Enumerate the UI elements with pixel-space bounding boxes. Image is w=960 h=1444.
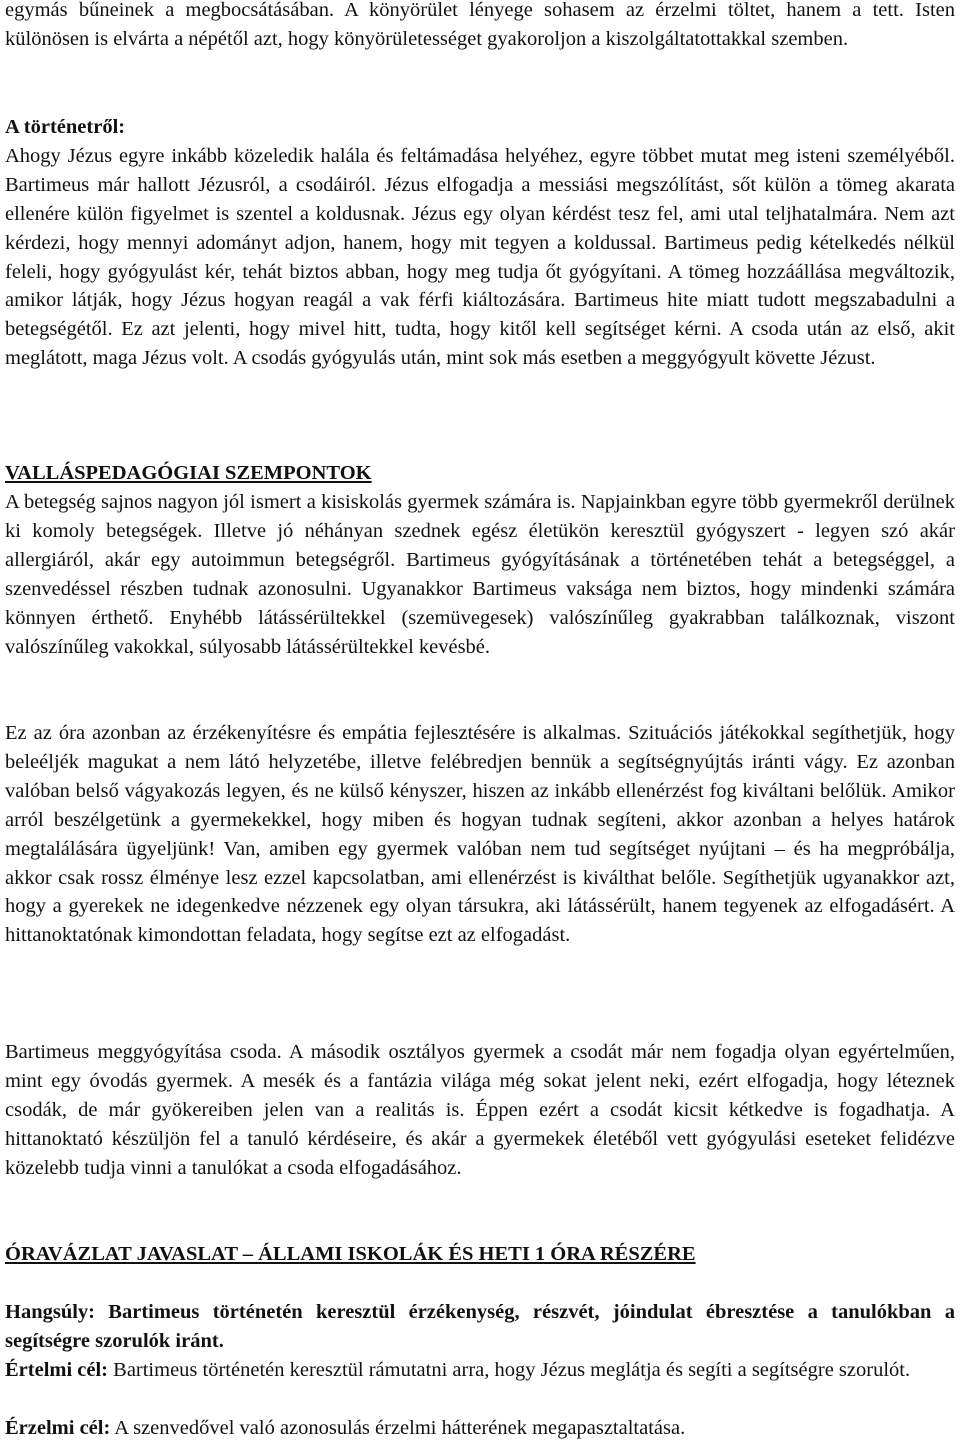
heading-religious-pedagogy: VALLÁSPEDAGÓGIAI SZEMPONTOK <box>5 462 372 484</box>
paragraph-pedagogy-3: Bartimeus meggyógyítása csoda. A második osztályos gyermek a csodát már nem fogadja olyan egyértelműen, mint egy óvodás gyermek. A mesék és a fantázia világa még sokat jelent neki, ezért elfogadja, hogy léteznek csodák, de már gyökereiben jelen van a realitás is. Éppen ezért a csodát kicsit kétkedve is fogadhatja. A hittanoktató készüljön fel a tanuló kérdéseire, és akár a gyermekek életéből vett gyógyulási eseteket felidézve közelebb tudja vinni a tanulókat a csoda elfogadásához. <box>5 1041 955 1179</box>
section-about-story <box>5 113 955 373</box>
label-cognitive-goal: Értelmi cél: <box>5 1359 109 1381</box>
heading-lesson-plan: ÓRAVÁZLAT JAVASLAT – ÁLLAMI ISKOLÁK ÉS HETI 1 ÓRA RÉSZÉRE <box>5 1243 696 1265</box>
label-emotional-goal: Érzelmi cél: <box>5 1417 111 1439</box>
text-emotional-goal: A szenvedővel való azonosulás érzelmi hátterének megapasztaltatása. <box>110 1417 686 1439</box>
paragraph-pedagogy-2: Ez az óra azonban az érzékenyítésre és empátia fejlesztésére is alkalmas. Szituációs játékokkal segíthetjük, hogy beleéljék magukat a nem látó helyzetébe, illetve felébredjen bennük a segítségnyújtás iránti vágy. Ez azonban valóban belső vágyakozás legyen, és ne külső kényszer, hiszen az inkább ellenérzést fog kiváltani belőlük. Amikor arról beszélgetünk a gyermekekkel, hogy miben és hogyan tudnak segíteni, akkor azonban a helyes határok megtalálására ügyeljünk! Van, amiben egy gyermek valóban nem tud segítséget nyújtani – és ha megpróbálja, akkor csak rossz élménye lesz ezzel kapcsolatban, ami ellenérzést is kiválthat belőle. Segíthetjük ugyanakkor azt, hogy a gyerekek ne idegenkedve nézzenek egy olyan társukra, aki látássérült, hanem tegyenek az elfogadásért. A hittanoktatónak kimondottan feladata, hogy segítse ezt az elfogadást. <box>5 722 955 947</box>
text-cognitive-goal: Bartimeus történetén keresztül rámutatni arra, hogy Jézus meglátja és segíti a segítségre szorulót. <box>108 1359 911 1381</box>
paragraph-emotional-goal <box>5 1414 955 1443</box>
paragraph-intro: egymás bűneinek a megbocsátásában. A könyörület lényege sohasem az érzelmi töltet, hanem a tett. Isten különösen is elvárta a népétől azt, hogy könyörületességet gyakoroljon a kiszolgáltatottakkal szemben. <box>5 0 955 50</box>
paragraph-emphasis: Hangsúly: Bartimeus történetén keresztül érzékenység, részvét, jóindulat ébresztése a tanulókban a segítségre szorulók iránt. <box>5 1301 955 1352</box>
paragraph-cognitive-goal <box>5 1356 955 1385</box>
paragraph-pedagogy-1: A betegség sajnos nagyon jól ismert a kisiskolás gyermek számára is. Napjainkban egyre több gyermekről derülnek ki komoly betegségek. Illetve jó néhányan szednek egész életükön keresztül gyógyszert - legyen szó akár allergiáról, akár egy autoimmun betegségről. Bartimeus gyógyításának a történetében tehát a betegséggel, a szenvedéssel részben tudnak azonosulni. Ugyanakkor Bartimeus vaksága nem biztos, hogy mindenki számára könnyen érthető. Enyhébb látássérültekkel (szemüvegesek) valószínűleg gyakrabban találkoznak, viszont valószínűleg vakokkal, súlyosabb látássérültekkel kevésbé. <box>5 491 955 658</box>
paragraph-about-story: Ahogy Jézus egyre inkább közeledik halála és feltámadása helyéhez, egyre többet mutat meg isteni személyéből. Bartimeus már hallott Jézusról, a csodáiról. Jézus elfogadja a messiási megszólítást, sőt külön a tömeg akarata ellenére külön figyelmet is szentel a koldusnak. Jézus egy olyan kérdést tesz fel, ami utal teljhatalmára. Nem azt kérdezi, hogy mennyi adományt adjon, hanem, hogy mit tegyen a koldussal. Bartimeus pedig kételkedés nélkül feleli, hogy gyógyulást kér, tehát biztos abban, hogy meg tudja őt gyógyítani. A tömeg hozzáállása megváltozik, amikor látják, hogy Jézus hogyan reagál a vak férfi kiáltozására. Bartimeus hite miatt tudott megszabadulni a betegségétől. Ez azt jelenti, hogy mivel hitt, tudta, hogy kitől kell segítséget kérni. A csoda után az első, akit meglátott, maga Jézus volt. A csodás gyógyulás után, mint sok más esetben a meggyógyult követte Jézust. <box>5 144 955 370</box>
subheading-about-story: A történetről: <box>5 116 126 138</box>
